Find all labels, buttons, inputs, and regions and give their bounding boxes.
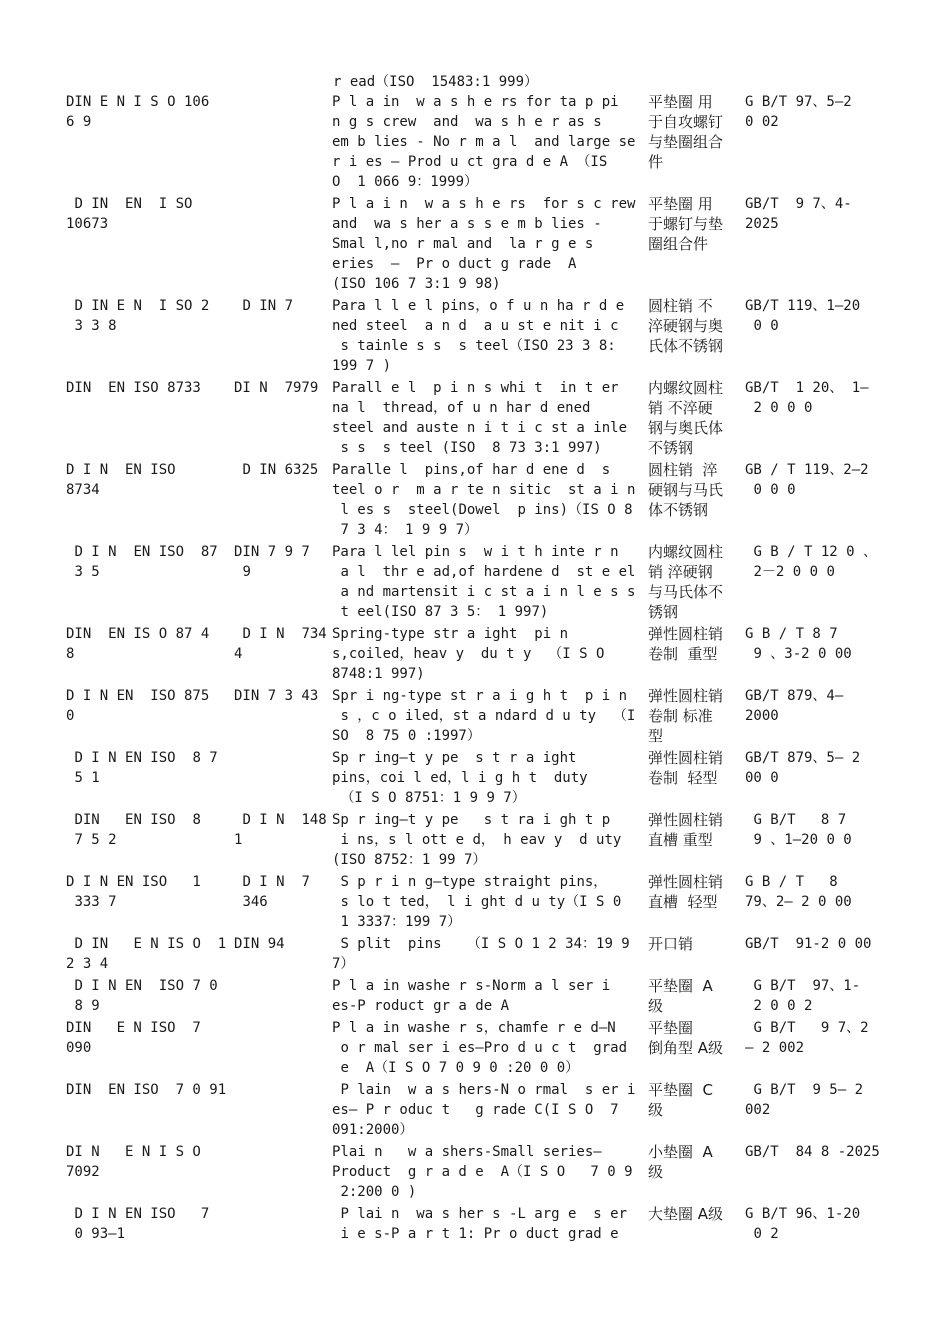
din-standard-cell: DIN E N I S O 106 6 9 (66, 94, 210, 130)
table-row (66, 542, 886, 624)
table-row (66, 810, 886, 872)
table-row (66, 194, 886, 296)
old-din-cell: DIN 7 9 7 9 (234, 544, 310, 580)
chinese-title-cell: 平垫圈 A 级 (648, 977, 713, 1015)
chinese-title-cell: 弹性圆柱销 卷制 重型 (648, 625, 724, 663)
table-row (66, 92, 886, 194)
table-row (66, 1080, 886, 1142)
english-title-cell: Para l l e l pins，o f u n ha r d e ned steel a n d a u st e nit i c s tainle s s s teel（ISO 23 3 8: 199 7 ) (332, 298, 625, 374)
gb-standard-cell: G B / T 12 0 、 2－2 0 0 0 (753, 544, 878, 580)
english-title-cell: S p r i n g—type straight pins， s lo t ted， l i ght d u ty（I S 0 1 3337：199 7） (340, 874, 622, 930)
english-title-cell: Sp r ing—t y pe s t r a ight pins，coi l ed，l i g h t duty （I S O 8751：1 9 9 7） (332, 750, 588, 806)
chinese-title-cell: 平垫圈 用 于自攻螺钉 与垫圈组合 件 (648, 93, 724, 171)
din-standard-cell: DIN EN IS O 87 4 8 (66, 626, 210, 662)
english-title-cell: Plai n w a shers-Small series— Product g r a d e A（I S O 7 0 9 2:200 0 ) (332, 1144, 633, 1200)
table-row (66, 872, 886, 934)
gb-standard-cell: G B/T 9 5— 2 002 (745, 1082, 864, 1118)
chinese-title-cell: 圆柱销 不 淬硬钢与奥 氏体不锈钢 (648, 297, 724, 355)
din-standard-cell: D I N EN ISO 875 0 (66, 688, 210, 724)
table-row (66, 748, 886, 810)
din-standard-cell: D I N EN ISO 8734 (66, 462, 176, 498)
table-row (66, 686, 886, 748)
old-din-cell: DIN 94 (234, 936, 285, 952)
english-title-cell: P lain w a s hers-N o rmal s er i es— P r oduc t g rade C(I S O 7 091:2000） (332, 1082, 636, 1138)
old-din-cell (234, 1018, 332, 1080)
table-row (66, 296, 886, 378)
chinese-title-cell: 小垫圈 A 级 (648, 1143, 713, 1181)
english-title-cell: Spring-type str a ight pi n s,coiled，heav y du t y （I S O 8748:1 997) (332, 626, 605, 682)
gb-standard-cell: GB/T 84 8 -2025 (745, 1144, 880, 1160)
din-standard-cell: DIN EN ISO 7 0 91 (66, 1082, 227, 1098)
english-title-cell: P l a in washe r s-Norm a l ser i es-P roduct gr a de A (332, 978, 611, 1014)
table-row (66, 624, 886, 686)
english-title-cell: Para l lel pin s w i t h inte r n a l thr e ad,of hardene d st e el a nd martensit i c st a i n l e s s t eel(ISO 87 3 5： 1 997) (332, 544, 636, 620)
english-title-cell: Paralle l pins,of har d ene d s teel o r m a r te n sitic st a i n l es s steel(Dowel p ins)（IS O 8 7 3 4： 1 9 9 7） (332, 462, 636, 538)
english-title-cell: P lai n wa s her s -L arg e s er i e s-P a r t 1: Pr o duct grad e (340, 1206, 628, 1242)
din-standard-cell: D I N EN ISO 7 0 93—1 (74, 1206, 210, 1242)
old-din-cell (234, 1142, 332, 1204)
old-din-cell (234, 1080, 332, 1142)
table-row (66, 1204, 886, 1246)
gb-standard-cell: GB/T 91-2 0 00 (745, 936, 872, 952)
chinese-title-cell: 内螺纹圆柱 销 不淬硬 钢与奥氏体 不锈钢 (648, 379, 724, 457)
din-standard-cell: D I N EN ISO 87 3 5 (74, 544, 218, 580)
english-title-cell: Spr i ng-type st r a i g h t p i n s ，c o iled，st a ndard d u ty （I SO 8 75 0 :1997） (332, 688, 636, 744)
gb-standard-cell: GB/T 1 20、 1— 2 0 0 0 (745, 380, 869, 416)
chinese-title-cell: 弹性圆柱销 卷制 标准 型 (648, 687, 724, 745)
din-standard-cell: D I N EN ISO 7 0 8 9 (74, 978, 218, 1014)
chinese-title-cell: 平垫圈 C 级 (648, 1081, 714, 1119)
old-din-cell: D I N 7 346 (242, 874, 310, 910)
old-din-cell (234, 1204, 332, 1246)
chinese-title-cell: 平垫圈 用 于螺钉与垫 圈组合件 (648, 195, 724, 253)
old-din-cell (234, 748, 332, 810)
chinese-title-cell: 大垫圈 A级 (648, 1205, 724, 1223)
table-row (66, 460, 886, 542)
english-title-cell: P l a in washe r s，chamfe r e d—N o r mal ser i es—Pro d u c t grad e A（I S O 7 0 9 0 :20 0 0） (332, 1020, 628, 1076)
standards-table (66, 92, 886, 1246)
english-title-cell: S plit pins （I S O 1 2 34：19 9 7） (332, 936, 630, 972)
old-din-cell: D I N 1481 (234, 812, 327, 848)
old-din-cell: D IN 6325 (234, 462, 319, 478)
gb-standard-cell: G B/T 96、1-20 0 2 (745, 1206, 861, 1242)
english-title-cell: Parall e l p i n s whi t in t er na l thread，of u n har d ened steel and auste n i t i c st a inle s s s teel (ISO 8 73 3:1 997) (332, 380, 628, 456)
gb-standard-cell: GB/T 9 7、4- 2025 (745, 196, 852, 232)
table-row (66, 976, 886, 1018)
din-standard-cell: D I N EN ISO 8 7 5 1 (74, 750, 218, 786)
chinese-title-cell: 开口销 (648, 935, 694, 953)
gb-standard-cell: G B/T 9 7、2 — 2 002 (745, 1020, 869, 1056)
din-standard-cell: D IN E N I SO 2 3 3 8 (74, 298, 210, 334)
old-din-cell: D IN 7 (234, 298, 294, 314)
gb-standard-cell: G B/T 8 7 9 、1—20 0 0 (753, 812, 852, 848)
chinese-title-cell: 弹性圆柱销 直槽 重型 (648, 811, 724, 849)
old-din-cell: DIN 7 3 43 (234, 688, 319, 704)
gb-standard-cell: GB / T 119、2—2 0 0 0 (745, 462, 869, 498)
gb-standard-cell: G B/T 97、5—2 0 02 (745, 94, 852, 130)
gb-standard-cell: G B / T 8 79、2— 2 0 00 (745, 874, 852, 910)
chinese-title-cell: 内螺纹圆柱 销 淬硬钢 与马氏体不 锈钢 (648, 543, 724, 621)
table-row (66, 1142, 886, 1204)
english-title-cell: P l a in w a s h e rs for ta p pi n g s crew and wa s h e r as s em b lies - No r m a l and large se r i es — Prod u ct gra d e A （IS O 1 066 9：1999） (332, 94, 636, 190)
chinese-title-cell: 弹性圆柱销 直槽 轻型 (648, 873, 724, 911)
din-standard-cell: DIN EN ISO 8733 (66, 380, 201, 396)
gb-standard-cell: GB/T 879、5— 2 00 0 (745, 750, 861, 786)
table-row (66, 1018, 886, 1080)
old-din-cell: DI N 7979 (234, 380, 319, 396)
old-din-cell (234, 92, 332, 194)
old-din-cell (234, 976, 332, 1018)
gb-standard-cell: G B/T 97、1- 2 0 0 2 (753, 978, 861, 1014)
gb-standard-cell: GB/T 879、4— 2000 (745, 688, 844, 724)
table-row (66, 378, 886, 460)
table-row (66, 934, 886, 976)
gb-standard-cell: G B / T 8 7 9 、3-2 0 00 (745, 626, 852, 662)
english-title-cell: P l a i n w a s h e rs for s c rew and wa s her a s s e m b lies - Smal l,no r mal and la r g e s eries — Pr o duct g rade A (ISO 106 7 3:1 9 98) (332, 196, 636, 292)
din-standard-cell: DIN E N ISO 7 090 (66, 1020, 201, 1056)
din-standard-cell: D IN E N IS O 1 2 3 4 (66, 936, 227, 972)
chinese-title-cell: 圆柱销 淬 硬钢与马氏 体不锈钢 (648, 461, 724, 519)
din-standard-cell: DIN EN ISO 8 7 5 2 (74, 812, 201, 848)
english-title-cell: Sp r ing—t y pe s t ra i gh t p i ns，s l ott e d， h eav y d uty (ISO 8752：1 99 7） (332, 812, 622, 868)
din-standard-cell: D I N EN ISO 1 333 7 (66, 874, 201, 910)
document-page (66, 72, 886, 1246)
din-standard-cell: D IN EN I SO 10673 (66, 196, 193, 232)
chinese-title-cell: 平垫圈 倒角型 A级 (648, 1019, 724, 1057)
din-standard-cell: DI N E N I S O 7092 (66, 1144, 201, 1180)
continuation-line: r ead（ISO 15483:1 999） (333, 74, 539, 90)
old-din-cell: D I N 7344 (234, 626, 327, 662)
gb-standard-cell: GB/T 119、1—20 0 0 (745, 298, 861, 334)
old-din-cell (234, 194, 332, 296)
chinese-title-cell: 弹性圆柱销 卷制 轻型 (648, 749, 724, 787)
